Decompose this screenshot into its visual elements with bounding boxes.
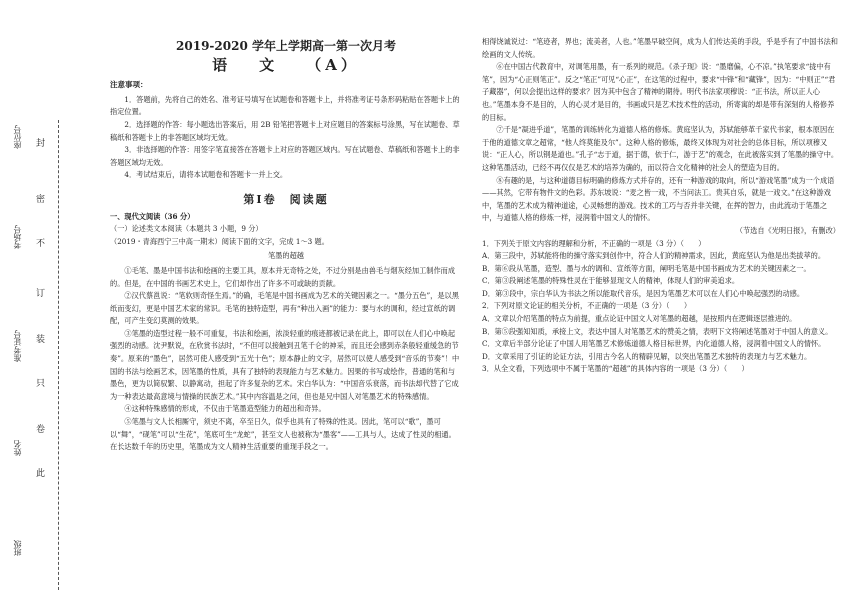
note-item: 2．选择题的作答：每小题选出答案后，用 2B 铅笔把答题卡上对应题目的答案标号涂黑，写在试题卷、草稿纸和答题卡上的非答题区域均无效。: [110, 119, 460, 142]
exam-title: 2019-2020 学年上学期高一第一次月考: [176, 39, 396, 53]
class-label: 班级: [13, 540, 22, 556]
part-subheading: （一）论述类文本阅读（本题共 3 小题，9 分）: [110, 224, 263, 234]
seal-char: 不: [36, 239, 46, 249]
subject-char-1: 语: [212, 55, 232, 74]
article-paragraph: ②汉代蔡邕说：“笔软则奇怪生焉。”的确，毛笔是中国书画成为艺术的关键因素之一。“墨分五色”，是以黑纸而变幻，更是中国艺术家的常识。毛笔的独特造型，再有“种出入画”的能力：要与水的调和，经过宣纸的调配，可产生变幻莫测的效果。: [110, 291, 459, 326]
seal-char: 只: [36, 379, 46, 389]
article-paragraph: ⑥在中国古代教育中，对调笔用墨，有一系列的规范。《杀子现》说：“墨磨偏，心不凉。”执笔要求“拢中有笔”，因为“心正则笔正”。反之“笔正”可见“心正”，在这笔的过程中，要求“中锋”和“藏锋”，因为：“中则正”“君子藏器”，何以会提出这样的要求？因为其中包含了精神的期待。明代书法家项穆说：“正书法，所以正人心也。”笔墨本身不是目的，人的心灵才是目的，书画或只是艺术技术性的活动，所寄寓的却是带有深刻的人格修养的目标。: [482, 62, 836, 122]
binding-margin: [0, 0, 110, 608]
article-paragraph: ①毛笔、墨是中国书法和绘画的主要工具，原本并无奇特之处，不过分别是由兽毛与烟灰经加工制作而成的。但是，在中国的书画艺术史上，它们却作出了许多不可或缺的贡献。: [110, 265, 456, 288]
right-column: [482, 36, 840, 376]
article-credit: （节选自《光明日报》，有删改）: [735, 225, 840, 235]
article-paragraph: 相得饶诚说过：“笔迹者，界也；流美者，人也。”笔墨早破空间，成为人们传达美的手段，乎是乎有了中国书法和绘画的文人传统。: [482, 37, 838, 59]
notes-heading: 注意事项：: [110, 80, 148, 90]
seal-char: 订: [36, 289, 46, 299]
seal-char: 此: [36, 469, 46, 479]
exam-room-label: 考场号: [13, 225, 22, 249]
question-option: B．第⑥段从笔墨，造型、墨与水的调和、宣纸等方面，阐明毛笔是中国书画成为艺术的关键因素之一。: [482, 263, 811, 273]
note-item: 3．非选择题的作答：用签字笔直接答在答题卡上对应的答题区域内。写在试题卷、草稿纸和答题卡上的非答题区域均无效。: [110, 145, 460, 167]
question-option: B．第⑤段强知知质，承接上文，表达中国人对笔墨艺术的赞美之情，表明下文将阐述笔墨对于中国人的意义。: [482, 326, 833, 336]
question-stem: 1．下列关于原文内容的理解和分析，不正确的一项是（3 分）（ ）: [482, 238, 706, 248]
question-option: C．文章后半部分论证了中国人用笔墨艺术修炼道德人格目标世界，内化道德人格，浸润着中国文人的情怀。: [482, 339, 826, 349]
subject-version: （A）: [306, 55, 360, 74]
article-paragraph: ③笔墨的造型过程一般不可重复，书法和绘画，浓淡轻重的痕迹都被记录在此上，即可以在人们心中唤起强烈的动感。沈尹默说，在欣赏书法时，“不但可以接触到丑笔千仑的神采，而且还会感到赤条般轻重缓急的节奏”。原来的“墨色”，居然可使人感受到“五光十色”；原本静止的文字，居然可以使人感受到“音乐的节奏”！中国的书法与绘画艺术，因笔墨的性质，具有了独特的表现能力与艺术魅力。因果的书写或绘作，普通的笔和与墨色，更为以简驭繁、以静寓动，担起了许多复杂的艺术。宋白华认为：“中国音乐衰落，而书法却代替了它成为一种表达最高意境与情操的民族艺术。”其中内容温是之问，但也是兄中国人对笔墨艺术的特殊感情。: [110, 328, 460, 401]
article-paragraph: ⑤笔墨与文人长相厮守，须史不离，卒至日久，似乎也具有了特殊的性灵。因此，笔可以“歌”，墨可以“舞”，“砚笔”可以“生花”，笔底可生“龙蛇”，甚至文人也被称为“墨客”——工具与人，达成了性灵的相通。在长达数千年的历史里，笔墨成为文人精神生活重要的重现手段之一。: [110, 417, 456, 452]
subject-char-2: 文: [259, 55, 279, 74]
question-option: C．第③段阐述笔墨的特殊性灵在于能够显现文人的精神，体现人们的审美追求。: [482, 276, 740, 286]
note-item: 4．考试结束后，请将本试题卷和答题卡一并上交。: [124, 170, 288, 180]
question-stem: 3．从全文看，下列选项中不属于笔墨的“超越”的具体内容的一项是（3 分）（ ）: [482, 364, 749, 374]
seal-line: [58, 120, 59, 590]
article-title: 笔墨的超越: [268, 251, 304, 261]
subject-heading: [110, 55, 462, 74]
article-paragraph: ⑦千是“凝进乎道”，笔墨的训练转化为道德人格的修炼。黄庭坚认为，苏轼能够革千家代书家，根本原因在于他的道德文章之超常，“他人终莫能及尔”。这种人格的修炼，最终又体现为对社会的总体目标，所以项穆又说：“正人心，所以钢是道也。”孔子“志于道，据于德，依于仁，游于艺”的观念，在此被落实到了笔墨的操守中。这种笔墨活动，已经不再仅仅是艺术的培养为确的，而以符合文化精神的社会人的塑造为目的。: [482, 125, 839, 172]
seal-char: 密: [36, 195, 46, 205]
question-option: D．第③段中，宗白华认为书法之所以能取代音乐，是因为笔墨艺术可以在人们心中唤起强烈的动感。: [482, 288, 805, 298]
note-item: 1．答题前，先将自己的姓名、准考证号填写在试题卷和答题卡上，并将准考证号条形码粘贴在答题卡上的指定位置。: [110, 94, 460, 117]
seal-char: 装: [36, 335, 46, 345]
seal-char: 封: [36, 139, 46, 149]
question-stem: 2．下列对原文论证的相关分析，不正确的一项是（3 分）（ ）: [482, 301, 692, 311]
passage-source: （2019・青海西宁三中高一期末）阅读下面的文字，完成 1～3 题。: [110, 236, 329, 246]
question-option: D．文章采用了引证的论证方法，引用古今名人的精辟见解，以突出笔墨艺术独特的表现力与艺术魅力。: [482, 351, 812, 361]
question-option: A．第三段中，苏轼能将他的操守落实到创作中，符合人们的精神需求，因此，黄庭坚认为他是出类拔萃的。: [482, 251, 826, 261]
article-paragraph: ⑧有趣的是，与这种道德目标明确的修炼方式并存的，还有一种游戏的取向，所以“游戏笔墨”成为一个成语——其然，它带有物件文的色彩。苏东坡说：“麦之皆一戏，不当问法工。贵其自乐，就是一戏文。”在这种游戏中，笔墨的艺术成为精神道途，心灵畅想的游戏。技术的工巧与否并非关键，在挥的智力，由此流动于笔墨之中，与道德人格的修炼一样，浸润着中国文人的情怀。: [482, 175, 835, 223]
article-paragraph: ④这种特殊感情的形成，不仅由于笔墨造型能力的超出和奇异。: [124, 404, 326, 414]
admission-number-label: 准考证号: [13, 330, 22, 362]
part-heading: 一、现代文阅读（36 分）: [110, 211, 195, 221]
name-label: 姓名: [13, 440, 22, 456]
seal-char: 卷: [36, 425, 46, 435]
left-column: [110, 36, 462, 454]
seat-number-label: 座位号: [13, 125, 22, 149]
section-title: 第Ⅰ卷 阅读题: [243, 192, 329, 206]
question-option: A．文章以介绍笔墨的特点为前提，重点论证中国文人对笔墨的超越，是按照内在逻辑逐层推进的。: [482, 314, 797, 324]
